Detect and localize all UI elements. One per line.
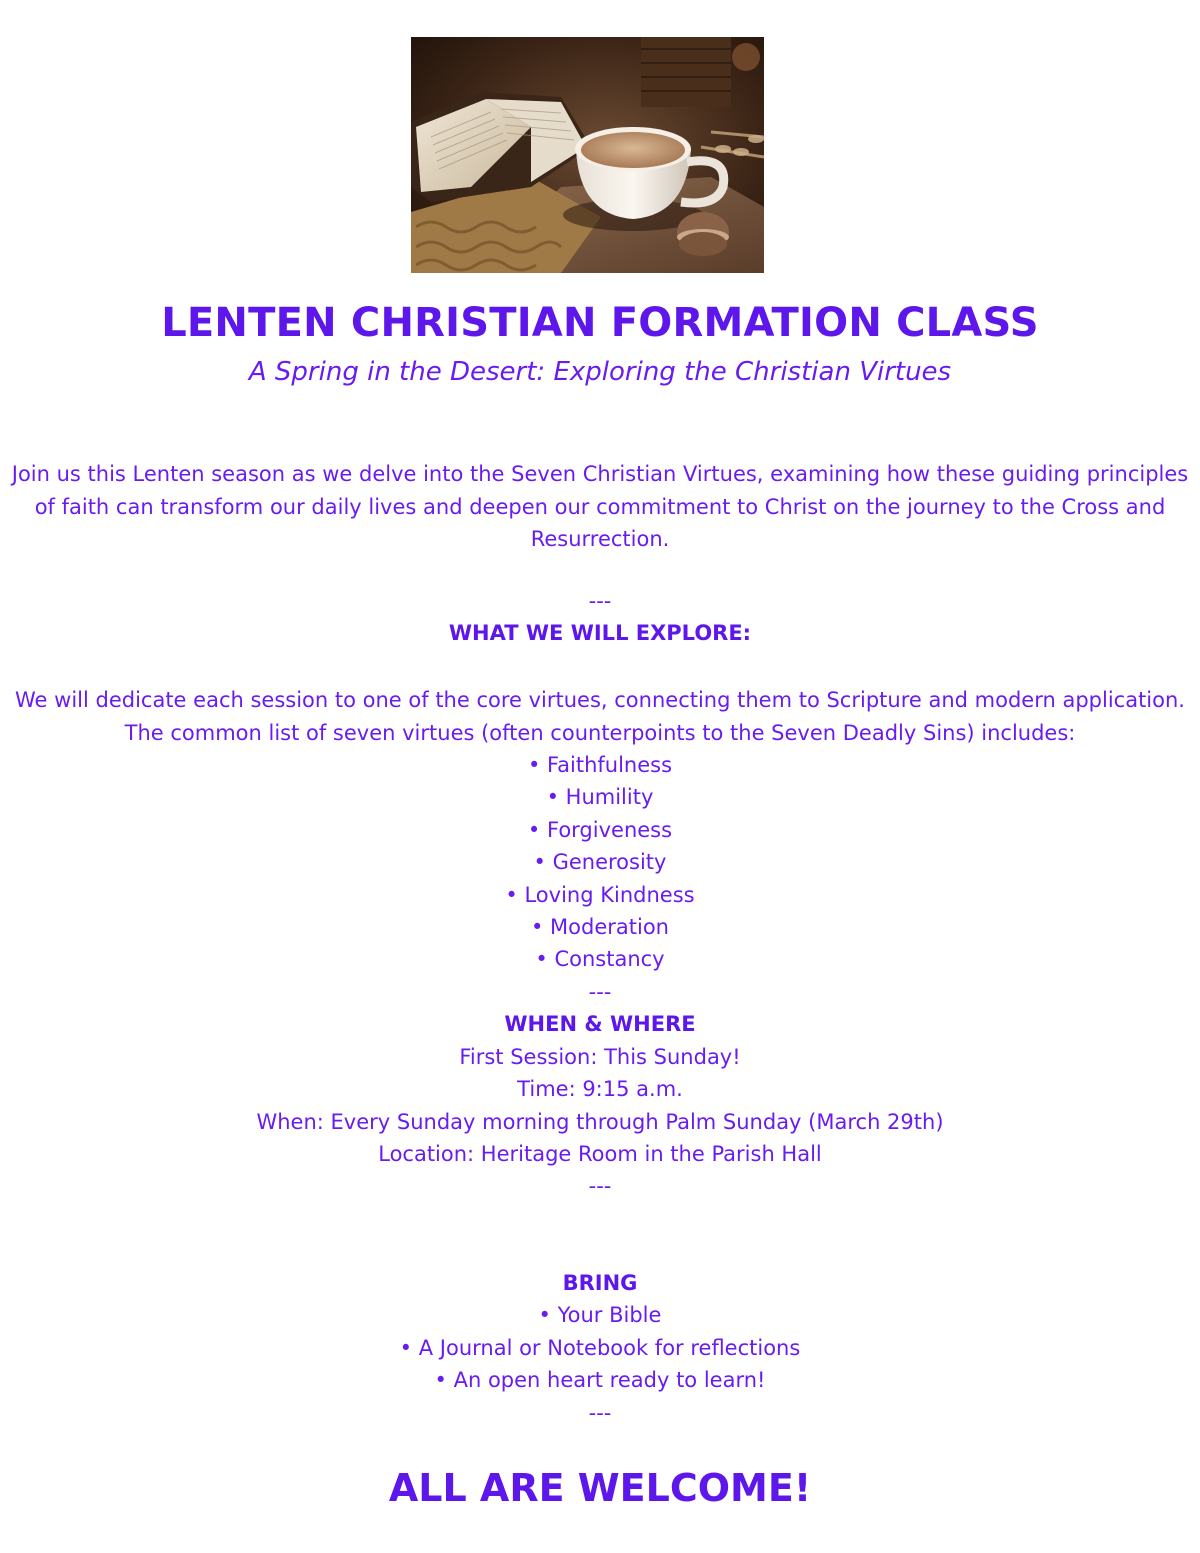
list-item: • Faithfulness (527, 753, 673, 777)
divider: --- (588, 1400, 612, 1425)
list-item: • Forgiveness (527, 817, 673, 842)
list-item: • An open heart ready to learn! (434, 1368, 766, 1393)
page-title: LENTEN CHRISTIAN FORMATION CLASS (161, 300, 1039, 346)
explore-heading: WHAT WE WILL EXPLORE: (448, 621, 752, 646)
list-item: • Moderation (530, 915, 669, 940)
schedule-line: Location: Heritage Room in the Parish Hall (378, 1142, 822, 1166)
coffee-bible-photo (411, 37, 764, 273)
list-item: • Constancy (535, 947, 665, 972)
divider: --- (588, 979, 612, 1004)
list-item: • Humility (546, 785, 654, 810)
coffee-cup-icon (411, 37, 764, 273)
intro-paragraph: Join us this Lenten season as we delve into the Seven Christian Virtues, examining how these guiding principles of faith can transform our daily lives and deepen our commitment to Christ on the journey to the Cross and Resurrection. (11, 462, 1189, 551)
welcome-banner: ALL ARE WELCOME! (388, 1466, 812, 1510)
schedule-line: Time: 9:15 a.m. (517, 1077, 683, 1102)
page-subtitle: A Spring in the Desert: Exploring the Christian Virtues (248, 357, 952, 387)
list-item: • A Journal or Notebook for reflections (399, 1335, 801, 1360)
explore-section (0, 585, 1200, 650)
list-item: • Generosity (533, 850, 667, 875)
when-where-section (0, 976, 1200, 1203)
schedule-line: When: Every Sunday morning through Palm Sunday (March 29th) (256, 1109, 944, 1134)
list-item: • Loving Kindness (505, 882, 695, 907)
schedule-line: First Session: This Sunday! (459, 1044, 741, 1069)
list-item: • Your Bible (538, 1303, 662, 1328)
divider: --- (588, 1174, 612, 1199)
when-where-heading: WHEN & WHERE (504, 1012, 696, 1037)
bring-heading: BRING (562, 1271, 638, 1295)
bring-section (0, 1267, 1200, 1429)
divider: --- (588, 589, 612, 613)
explore-paragraph: We will dedicate each session to one of the core virtues, connecting them to Scripture and modern application. The common list of seven virtues (often counterpoints to the Seven Deadly Sins) includes: (15, 688, 1185, 745)
